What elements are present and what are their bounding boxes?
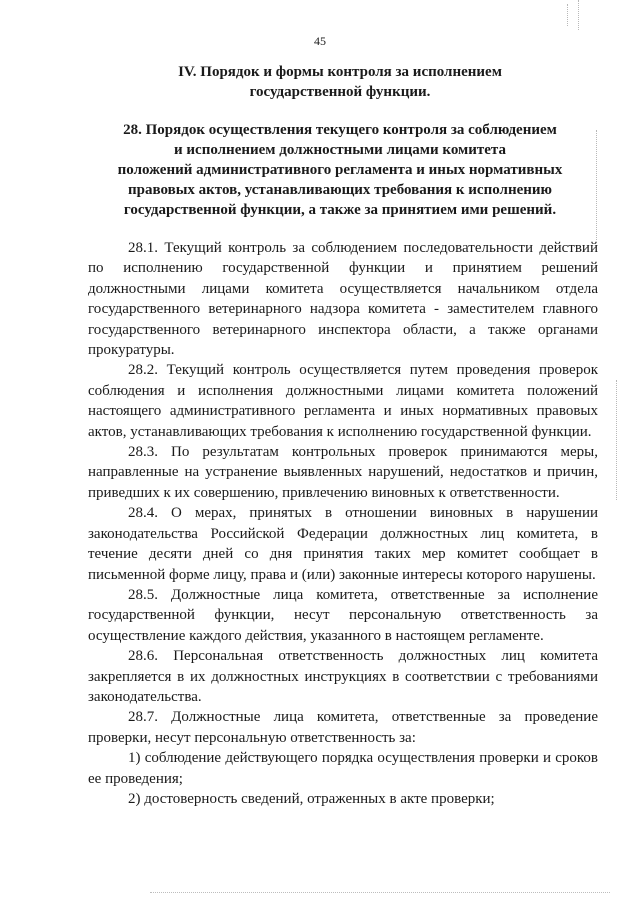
paragraph-28-7: 28.7. Должностные лица комитета, ответственные за проведение проверки, несут персональную ответственность за: <box>88 709 598 746</box>
subsection-title-line: и исполнением должностными лицами комитета <box>174 142 506 158</box>
paragraph-28-4: 28.4. О мерах, принятых в отношении виновных в нарушении законодательства Российской Федерации должностных лиц комитета, в течение десяти дней со дня принятия таких мер комитет сообщает в письменной форме лицу, права и (или) законные интересы которого нарушены. <box>88 505 598 583</box>
section-title-line: IV. Порядок и формы контроля за исполнением <box>178 64 502 80</box>
subsection-title-line: правовых актов, устанавливающих требования к исполнению <box>127 182 552 198</box>
scan-artifact <box>596 130 597 240</box>
scan-artifact <box>578 0 579 30</box>
subsection-title <box>90 120 590 220</box>
subsection-title-line: государственной функции, а также за принятием ими решений. <box>123 202 557 218</box>
paragraph-28-6: 28.6. Персональная ответственность должностных лиц комитета закрепляется в их должностных инструкциях в соответствии с требованиями законодательства. <box>88 648 598 705</box>
subsection-title-line: положений административного регламента и иных нормативных <box>117 162 563 178</box>
paragraph-28-1: 28.1. Текущий контроль за соблюдением последовательности действий по исполнению государственной функции и принятием решений должностными лицами комитета осуществляется начальником отдела государственного ветеринарного надзора комитета - заместителем главного государственного ветеринарного инспектора области, а также органами прокуратуры. <box>88 240 598 359</box>
list-item-1: 1) соблюдение действующего порядка осуществления проверки и сроков ее проведения; <box>88 750 598 787</box>
list-item-2: 2) достоверность сведений, отраженных в акте проверки; <box>128 790 495 807</box>
paragraph-28-5: 28.5. Должностные лица комитета, ответственные за исполнение государственной функции, несут персональную ответственность за осуществление каждого действия, указанного в настоящем регламенте. <box>88 586 598 644</box>
subsection-title-line: 28. Порядок осуществления текущего контроля за соблюдением <box>123 122 557 138</box>
scan-artifact <box>567 4 568 26</box>
section-title-line: государственной функции. <box>249 84 431 100</box>
paragraph-28-3: 28.3. По результатам контрольных проверок принимаются меры, направленные на устранение выявленных нарушений, недостатков и причин, приведших к их совершению, привлечению виновных к ответственности. <box>88 444 598 501</box>
scan-artifact <box>150 892 610 893</box>
scan-artifact <box>616 380 617 500</box>
body-text <box>88 238 598 809</box>
section-title <box>90 62 590 102</box>
page-number: 45 <box>314 34 326 48</box>
paragraph-28-2: 28.2. Текущий контроль осуществляется путем проведения проверок соблюдения и исполнения должностными лицами комитета положений настоящего административного регламента и иных нормативных правовых актов, устанавливающих требования к исполнению государственной функции. <box>88 362 598 440</box>
